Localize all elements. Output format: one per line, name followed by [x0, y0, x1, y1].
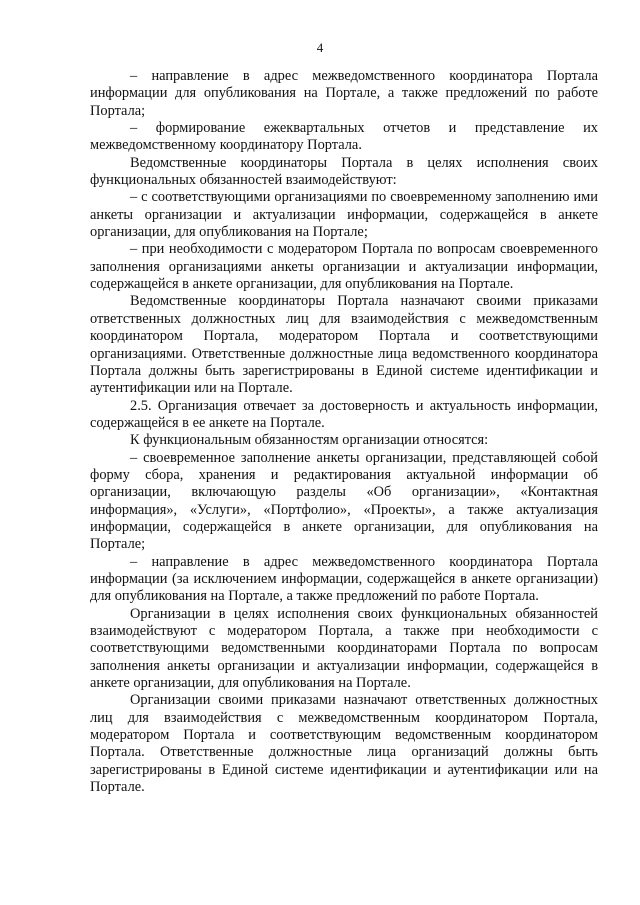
document-body — [90, 68, 598, 796]
page-number: 4 — [316, 40, 324, 55]
paragraph-10: – направление в адрес межведомственного координатора Портала информации (за исключением информации, содержащейся в анкете организации) для опубликования на Портале, а также предложений по работе Портала. — [90, 553, 598, 605]
paragraph-3: Ведомственные координаторы Портала в целях исполнения своих функциональных обязанностей взаимодействуют: — [90, 154, 598, 189]
paragraph-12: Организации своими приказами назначают ответственных должностных лиц для взаимодействия с межведомственным координатором Портала, модератором Портала и соответствующим ведомственным координатором Портала. Ответственные должностные лица организаций должны быть зарегистрированы в Единой системе идентификации и аутентификации или на Портале. — [90, 692, 598, 796]
paragraph-4: – с соответствующими организациями по своевременному заполнению ими анкеты организации и актуализации информации, содержащейся в анкете организации, для опубликования на Портале; — [90, 189, 598, 241]
paragraph-6: Ведомственные координаторы Портала назначают своими приказами ответственных должностных лиц для взаимодействия с межведомственным координатором Портала, модератором Портала и соответствующими организациями. Ответственные должностные лица ведомственного координатора Портала должны быть зарегистрированы в Единой системе идентификации и аутентификации или на Портале. — [90, 293, 598, 397]
paragraph-2: – формирование ежеквартальных отчетов и представление их межведомственному координатору Портала. — [90, 120, 598, 154]
paragraph-11: Организации в целях исполнения своих функциональных обязанностей взаимодействуют с модератором Портала, а также при необходимости с соответствующими ведомственными координаторами Портала по вопросам заполнения анкеты организации и актуализации информации, содержащейся в анкете организации, для опубликования на Портале. — [90, 605, 598, 692]
paragraph-7: 2.5. Организация отвечает за достоверность и актуальность информации, содержащейся в ее анкете на Портале. — [90, 397, 598, 431]
paragraph-8: К функциональным обязанностям организации относятся: — [130, 432, 489, 449]
paragraph-9: – своевременное заполнение анкеты организации, представляющей собой форму сбора, хранения и редактирования актуальной информации об организации, включающую разделы «Об организации», «Контактная информация», «Услуги», «Портфолио», «Проекты», а также актуализация информации, содержащейся в анкете организации, для опубликования на Портале; — [90, 449, 598, 553]
paragraph-5: – при необходимости с модератором Портала по вопросам своевременного заполнения организациями анкеты организации и актуализации информации, содержащейся в анкете организации, для опубликования на Портале. — [90, 241, 598, 293]
paragraph-1: – направление в адрес межведомственного координатора Портала информации для опубликования на Портале, а также предложений по работе Портала; — [90, 68, 598, 119]
